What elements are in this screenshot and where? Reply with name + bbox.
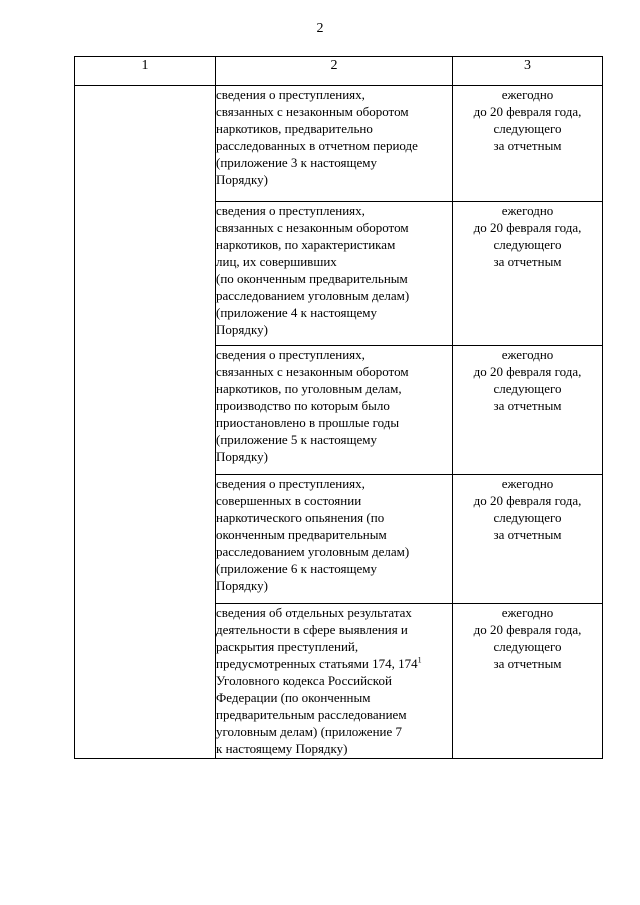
description-line: наркотиков, по характеристикам [216,237,396,252]
description-line: Уголовного кодекса Российской [216,673,392,688]
deadline-line: до 20 февраля года, [473,104,582,119]
description-line: лиц, их совершивших [216,254,337,269]
deadline-line: следующего [493,381,562,396]
table-row [75,86,603,202]
description-line: связанных с незаконным оборотом [216,220,409,235]
description-line: приостановлено в прошлые годы [216,415,400,430]
deadline-line: до 20 февраля года, [473,364,582,379]
description-line: Федерации (по оконченным [216,690,371,705]
deadline-line: за отчетным [493,254,562,269]
deadline-line: за отчетным [493,398,562,413]
column-1-cell [75,86,216,759]
deadline-line: за отчетным [493,527,562,542]
description-line: Порядку) [216,578,268,593]
deadline-line: следующего [493,639,562,654]
description-line: предварительным расследованием [216,707,407,722]
superscript-marker: 1 [417,655,422,665]
deadline-line: ежегодно [501,203,554,218]
description-line: (приложение 4 к настоящему [216,305,377,320]
deadline-line: до 20 февраля года, [473,493,582,508]
deadline-line: до 20 февраля года, [473,622,582,637]
description-line: расследованием уголовным делам) [216,288,410,303]
column-header-1: 1 [75,57,216,86]
description-line: (приложение 3 к настоящему [216,155,377,170]
deadline-line: следующего [493,510,562,525]
report-description [216,475,453,604]
description-line: совершенных в состоянии [216,493,362,508]
description-line: предусмотренных статьями 174, 174 [216,656,418,671]
column-header-2: 2 [216,57,453,86]
description-line: (по оконченным предварительным [216,271,408,286]
deadline-line: за отчетным [493,656,562,671]
report-description [216,604,453,759]
description-line: уголовным делам) (приложение 7 [216,724,402,739]
description-line: связанных с незаконным оборотом [216,104,409,119]
reporting-table [74,56,603,759]
description-line: сведения о преступлениях, [216,347,365,362]
description-line: сведения о преступлениях, [216,87,365,102]
report-description [216,202,453,346]
description-line: (приложение 5 к настоящему [216,432,377,447]
deadline-line: ежегодно [501,87,554,102]
description-line: расследованных в отчетном периоде [216,138,418,153]
description-line: деятельности в сфере выявления и [216,622,408,637]
report-deadline [453,604,603,759]
deadline-line: следующего [493,237,562,252]
report-deadline [453,346,603,475]
deadline-line: следующего [493,121,562,136]
description-line: наркотиков, предварительно [216,121,373,136]
description-line: оконченным предварительным [216,527,387,542]
description-line: связанных с незаконным оборотом [216,364,409,379]
deadline-line: ежегодно [501,476,554,491]
description-line: (приложение 6 к настоящему [216,561,377,576]
report-description [216,346,453,475]
table-header-row [75,57,603,86]
deadline-line: ежегодно [501,347,554,362]
column-header-3: 3 [453,57,603,86]
description-line: сведения об отдельных результатах [216,605,412,620]
page-number: 2 [316,21,324,36]
report-deadline [453,86,603,202]
description-line: к настоящему Порядку) [216,741,348,756]
description-line: раскрытия преступлений, [216,639,359,654]
description-line: Порядку) [216,449,268,464]
description-line: расследованием уголовным делам) [216,544,410,559]
report-deadline [453,202,603,346]
description-line: сведения о преступлениях, [216,203,365,218]
description-line: Порядку) [216,322,268,337]
deadline-line: ежегодно [501,605,554,620]
report-description [216,86,453,202]
description-line: наркотического опьянения (по [216,510,385,525]
description-line: производство по которым было [216,398,390,413]
description-line-with-superscript [216,655,452,672]
report-deadline [453,475,603,604]
description-line: Порядку) [216,172,268,187]
description-line: сведения о преступлениях, [216,476,365,491]
deadline-line: до 20 февраля года, [473,220,582,235]
deadline-line: за отчетным [493,138,562,153]
description-line: наркотиков, по уголовным делам, [216,381,402,396]
